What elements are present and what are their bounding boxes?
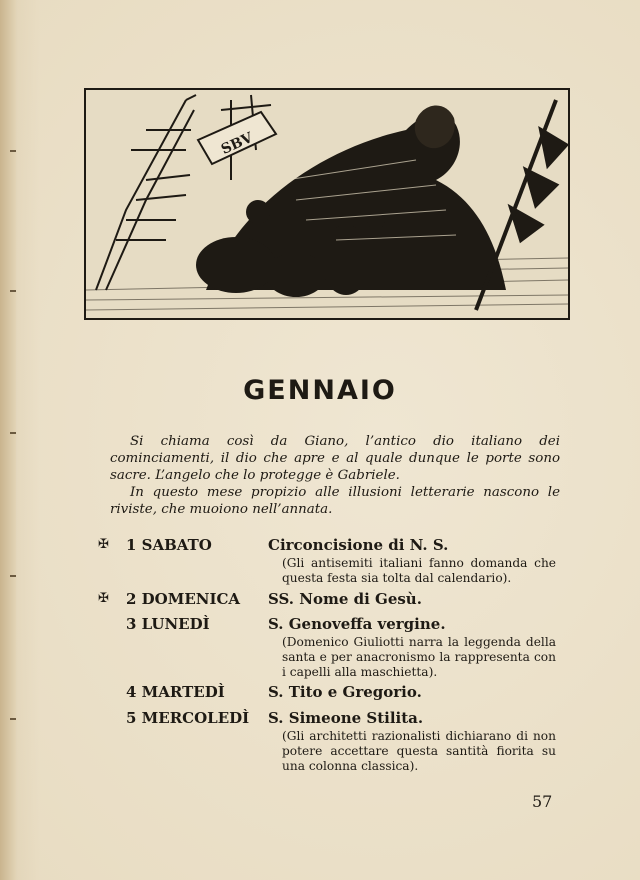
month-title: GENNAIO xyxy=(243,375,397,406)
cross-icon: ✠ xyxy=(98,591,109,606)
day-label: 3 LUNEDÌ xyxy=(126,615,210,633)
entry-note: (Domenico Giuliotti narra la leggenda della santa e per anacronismo la rappresenta con i capelli alla maschietta). xyxy=(282,635,556,679)
saint-name: S. Simeone Stilita. xyxy=(268,709,424,727)
intro-text xyxy=(110,433,560,518)
woodcut-illustration xyxy=(84,88,570,320)
binding-stitch xyxy=(10,432,16,434)
saint-name: S. Tito e Gregorio. xyxy=(268,683,422,701)
day-label: 1 SABATO xyxy=(126,536,212,554)
entry-note: (Gli architetti razionalisti dichiarano di non potere accettare questa santità fiorita su una colonna classica). xyxy=(282,729,556,773)
saint-name: SS. Nome di Gesù. xyxy=(268,590,422,608)
day-label: 5 MERCOLEDÌ xyxy=(126,709,250,727)
entry-note: (Gli antisemiti italiani fanno domanda che questa festa sia tolta dal calendario). xyxy=(282,556,556,585)
intro-paragraph-2: In questo mese propizio alle illusioni letterarie nascono le riviste, che muoiono nell’annata. xyxy=(110,485,560,517)
binding-stitch xyxy=(10,290,16,292)
page-binding xyxy=(0,0,16,880)
binding-stitch xyxy=(10,575,16,577)
banner-text: SBV xyxy=(218,129,256,158)
page-number: 57 xyxy=(532,792,553,811)
binding-stitch xyxy=(10,150,16,152)
saint-name: S. Genoveffa vergine. xyxy=(268,615,446,633)
illustration-drawing xyxy=(86,90,568,318)
binding-stitch xyxy=(10,718,16,720)
cross-icon: ✠ xyxy=(98,537,109,552)
saint-name: Circoncisione di N. S. xyxy=(268,536,449,554)
intro-paragraph-1: Si chiama così da Giano, l’antico dio italiano dei cominciamenti, il dio che apre e al quale dunque le porte sono sacre. L’angelo che lo protegge è Gabriele. xyxy=(110,434,560,483)
day-label: 2 DOMENICA xyxy=(126,590,241,608)
day-label: 4 MARTEDÌ xyxy=(126,683,225,701)
